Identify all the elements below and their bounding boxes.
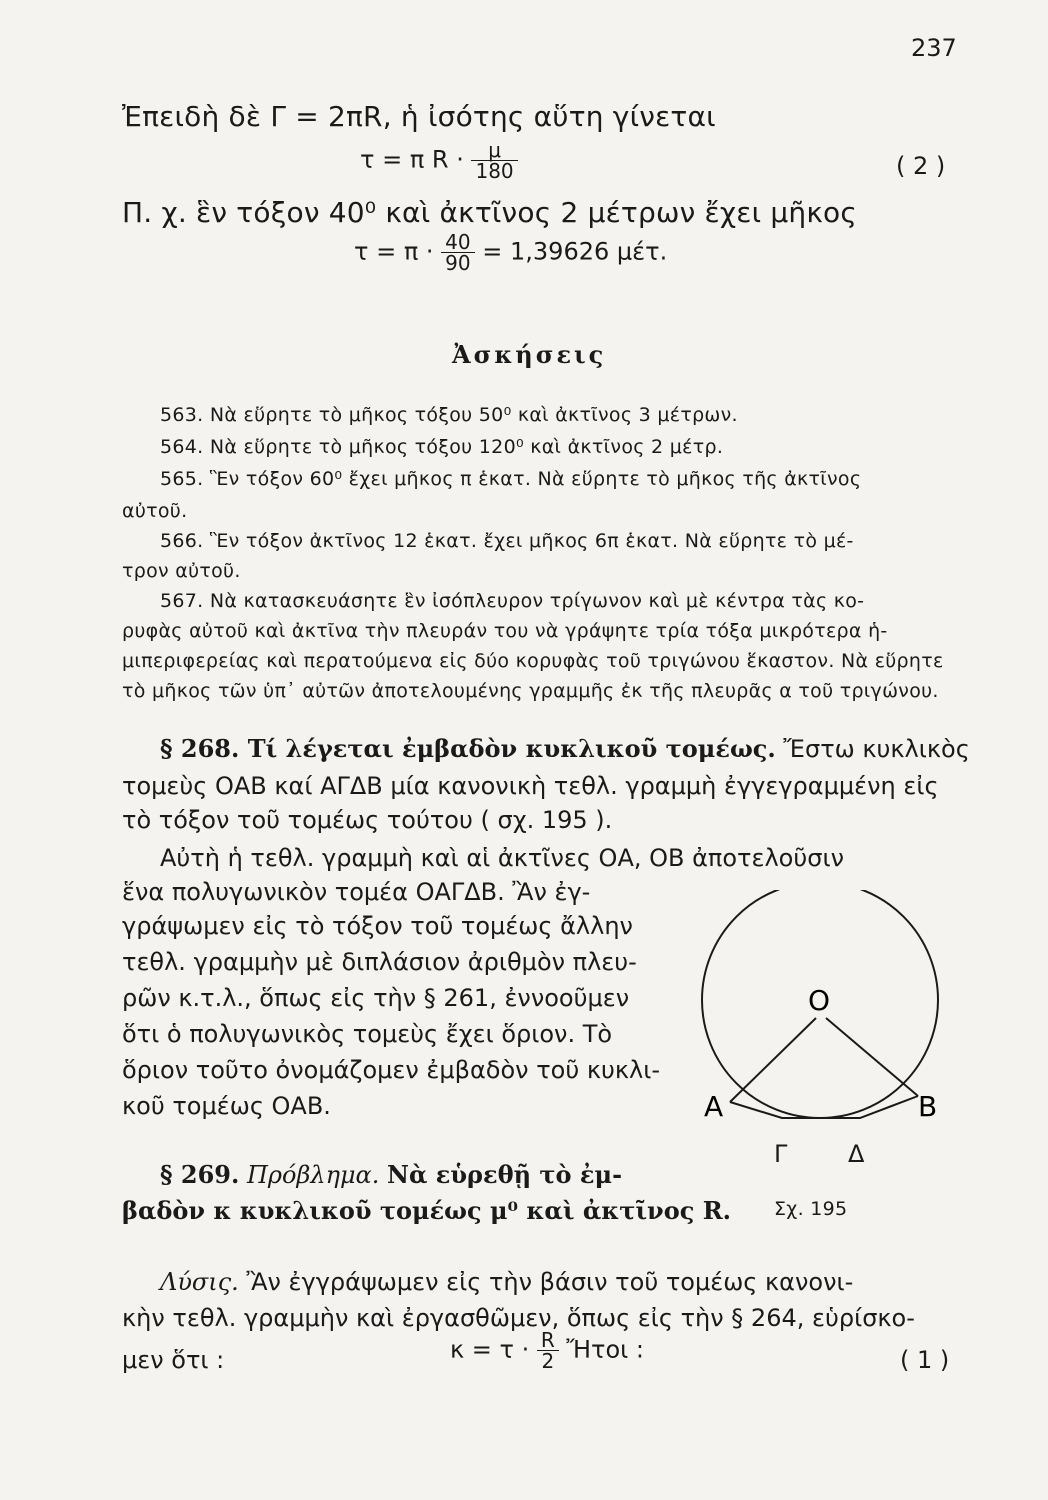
solution-formula-fraction	[537, 1330, 559, 1371]
formula-1-tag: ( 2 )	[896, 152, 946, 180]
figure-195	[690, 890, 950, 1120]
formula-2-numerator: 40	[445, 230, 471, 254]
section-268-line10: ὅριον τοῦτο ὀνομάζομεν ἐμβαδὸν τοῦ κυκλι-	[122, 1056, 661, 1084]
exercises-heading: Ἀσκήσεις	[452, 340, 607, 369]
label-O: Ο	[808, 984, 831, 1017]
section-268-line5: ἕνα πολυγωνικὸν τομέα ΟΑΓΔΒ. Ἂν ἐγ-	[122, 878, 591, 906]
page-number: 237	[911, 34, 957, 62]
exercise-567-line2: ρυφὰς αὐτοῦ καὶ ἀκτῖνα τὴν πλευράν του νὰ γράψητε τρία τόξα μικρότερα ἡ-	[122, 620, 888, 642]
section-269-num: § 269.	[160, 1160, 240, 1189]
section-269-line1	[160, 1160, 622, 1189]
solution-formula-denominator: 2	[537, 1350, 559, 1371]
section-269-italic: Πρόβλημα.	[247, 1161, 380, 1189]
section-268-line9: ὅτι ὁ πολυγωνικὸς τομεὺς ἔχει ὅριον. Τὸ	[122, 1020, 613, 1048]
exercise-566-cont: τρον αὐτοῦ.	[122, 560, 241, 582]
solution-formula-lhs: κ = τ ·	[450, 1335, 530, 1364]
formula-2	[354, 232, 667, 273]
formula-1-fraction	[471, 140, 517, 181]
solution-formula-numerator: R	[540, 1328, 555, 1352]
solution-formula-rhs: Ἤτοι :	[566, 1335, 645, 1364]
example-line: Π. χ. ἓν τόξον 40⁰ καὶ ἀκτῖνος 2 μέτρων ἔχει μῆκος	[122, 196, 857, 229]
solution-line1-rest: Ἂν ἐγγράψωμεν εἰς τὴν βάσιν τοῦ τομέως κανονι-	[246, 1268, 854, 1296]
chord-line	[730, 1096, 918, 1118]
section-268-title: § 268. Τί λέγεται ἐμβαδὸν κυκλικοῦ τομέως.	[160, 734, 776, 763]
section-268-line2: τομεὺς ΟΑΒ καί ΑΓΔΒ μία κανονικὴ τεθλ. γραμμὴ ἐγγεγραμμένη εἰς	[122, 772, 939, 800]
formula-1-denominator: 180	[471, 160, 517, 181]
solution-italic: Λύσις.	[160, 1268, 239, 1296]
solution-line3: μεν ὅτι :	[122, 1346, 225, 1374]
exercise-567-line4: τὸ μῆκος τῶν ὑπ᾽ αὐτῶν ἀποτελουμένης γραμμῆς ἐκ τῆς πλευρᾶς α τοῦ τριγώνου.	[122, 680, 939, 702]
solution-formula-tag: ( 1 )	[900, 1346, 950, 1374]
solution-line1	[160, 1268, 853, 1296]
label-delta: Δ	[848, 1140, 865, 1168]
formula-1-lhs: τ = π R ·	[360, 145, 464, 174]
section-268-line8: ρῶν κ.τ.λ., ὅπως εἰς τὴν § 261, ἐννοοῦμεν	[122, 984, 630, 1012]
section-268-line1	[160, 734, 970, 763]
exercise-567-line3: μιπεριφερείας καὶ περατούμενα εἰς δύο κορυφὰς τοῦ τριγώνου ἕκαστον. Νὰ εὕρητε	[122, 650, 944, 672]
section-268-line7: τεθλ. γραμμὴν μὲ διπλάσιον ἀριθμὸν πλευ-	[122, 948, 637, 976]
exercise-564: 564. Νὰ εὕρητε τὸ μῆκος τόξου 120⁰ καὶ ἀκτῖνος 2 μέτρ.	[160, 436, 724, 458]
formula-2-rhs: = 1,39626 μέτ.	[482, 237, 668, 266]
exercise-566: 566. Ἓν τόξον ἀκτῖνος 12 ἑκατ. ἔχει μῆκος 6π ἑκατ. Νὰ εὕρητε τὸ μέ-	[160, 530, 854, 552]
section-268-line1-rest: Ἔστω κυκλικὸς	[783, 735, 970, 763]
section-268-line4: Αὐτὴ ἡ τεθλ. γραμμὴ καὶ αἱ ἀκτῖνες ΟΑ, ΟΒ ἀποτελοῦσιν	[160, 844, 844, 872]
intro-line: Ἐπειδὴ δὲ Γ = 2πR, ἡ ἰσότης αὕτη γίνεται	[122, 100, 716, 133]
section-269-line2: βαδὸν κ κυκλικοῦ τομέως μ⁰ καὶ ἀκτῖνος R.	[122, 1196, 731, 1225]
solution-formula	[450, 1330, 644, 1371]
section-268-line11: κοῦ τομέως ΟΑΒ.	[122, 1092, 331, 1120]
section-268-line6: γράψωμεν εἰς τὸ τόξον τοῦ τομέως ἄλλην	[122, 912, 633, 940]
section-269-bold1: Νὰ εὑρεθῇ τὸ ἐμ-	[387, 1160, 623, 1189]
label-B: Β	[918, 1090, 938, 1120]
radius-OA	[730, 1018, 816, 1102]
label-A: Α	[704, 1090, 724, 1120]
section-268-line3: τὸ τόξον τοῦ τομέως τούτου ( σχ. 195 ).	[122, 806, 613, 834]
formula-2-fraction	[441, 232, 474, 273]
label-gamma: Γ	[774, 1140, 788, 1168]
exercise-567: 567. Νὰ κατασκευάσητε ἓν ἰσόπλευρον τρίγωνον καὶ μὲ κέντρα τὰς κο-	[160, 590, 865, 612]
radius-OB	[826, 1018, 918, 1096]
formula-2-denominator: 90	[441, 252, 474, 273]
solution-line2: κὴν τεθλ. γραμμὴν καὶ ἐργασθῶμεν, ὅπως εἰς τὴν § 264, εὑρίσκο-	[122, 1304, 915, 1332]
formula-2-lhs: τ = π ·	[354, 237, 434, 266]
exercise-565: 565. Ἓν τόξον 60⁰ ἔχει μῆκος π ἑκατ. Νὰ εὕρητε τὸ μῆκος τῆς ἀκτῖνος	[160, 468, 862, 490]
formula-1	[360, 140, 518, 181]
exercise-565-cont: αὐτοῦ.	[122, 500, 188, 522]
exercise-563: 563. Νὰ εὕρητε τὸ μῆκος τόξου 50⁰ καὶ ἀκτῖνος 3 μέτρων.	[160, 404, 738, 426]
formula-1-numerator: μ	[488, 138, 501, 162]
figure-caption: Σχ. 195	[774, 1198, 848, 1220]
